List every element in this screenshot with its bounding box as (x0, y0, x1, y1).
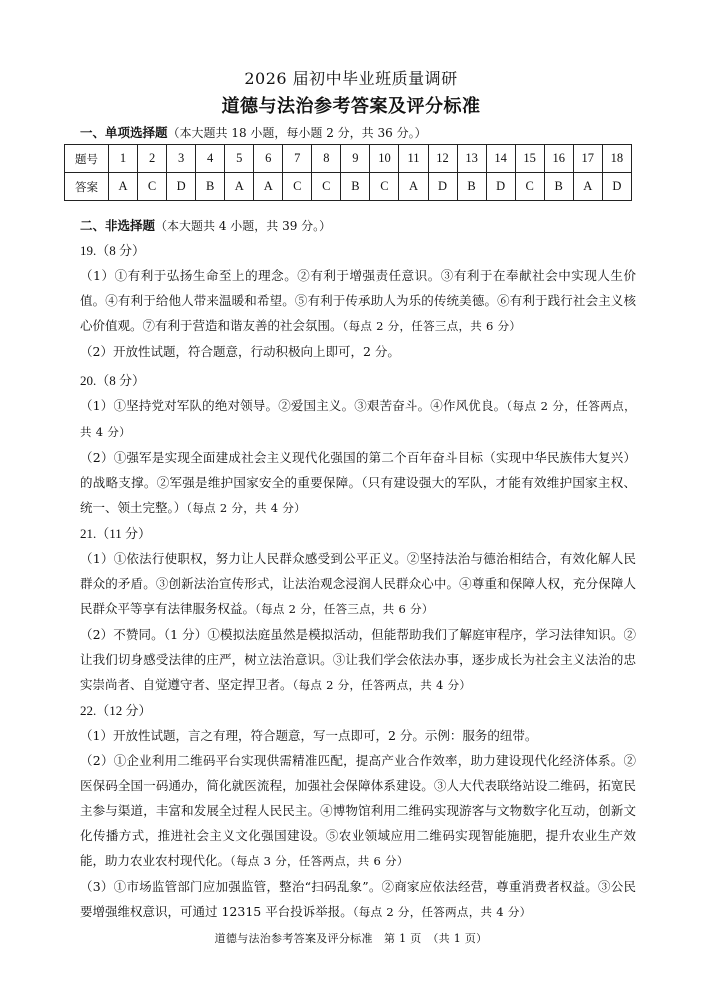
question-22-part3 (80, 874, 636, 925)
table-cell: A (573, 173, 602, 201)
question-19 (80, 238, 636, 364)
question-19-part1 (80, 263, 636, 339)
question-20-part2-text: （2）①强军是实现全面建成社会主义现代化强国的第二个百年奋斗目标（实现中华民族伟大复兴）的战略支撑。②军强是维护国家安全的重要保障。（只有建设强大的军队，才能有效维护国家主权、统一、领土完整。） (80, 450, 636, 515)
question-21-part2-score: （每点 2 分，任答两点，共 4 分） (292, 678, 472, 692)
table-cell: A (225, 173, 254, 201)
section2-heading-label: 二、非选择题 (80, 218, 156, 233)
question-21-part1-score: （每点 2 分，任答三点，共 6 分） (255, 602, 434, 616)
section1-heading-label: 一、单项选择题 (80, 125, 168, 140)
question-22-part3-score: （每点 2 分，任答两点，共 4 分） (352, 905, 532, 919)
section2-heading-note: （本大题共 4 小题，共 39 分。） (155, 219, 332, 233)
section1-heading-note: （本大题共 18 小题，每小题 2 分，共 36 分。） (167, 126, 427, 140)
row-label-answer: 答案 (65, 173, 109, 201)
table-cell: B (544, 173, 573, 201)
table-cell: 16 (544, 145, 573, 173)
table-cell: D (602, 173, 631, 201)
question-21-title: 21.（11 分） (80, 526, 152, 541)
table-cell: A (109, 173, 138, 201)
table-cell: 17 (573, 145, 602, 173)
table-cell: C (138, 173, 167, 201)
table-cell: D (167, 173, 196, 201)
table-cell: 4 (196, 145, 225, 173)
table-cell: 3 (167, 145, 196, 173)
question-19-title: 19.（8 分） (80, 243, 146, 258)
table-cell: C (370, 173, 399, 201)
question-20 (80, 368, 636, 521)
question-21-part2 (80, 622, 636, 698)
table-cell: 5 (225, 145, 254, 173)
question-20-part1 (80, 393, 636, 445)
table-cell: 15 (515, 145, 544, 173)
section1-heading (80, 125, 427, 141)
table-cell: D (428, 173, 457, 201)
table-cell: 8 (312, 145, 341, 173)
question-21-part1-text: （1）①依法行使职权，努力让人民群众感受到公平正义。②坚持法治与德治相结合，有效化解人民群众的矛盾。③创新法治宣传形式，让法治观念浸润人民群众心中。④尊重和保障人权，充分保障人民群众平等享有法律服务权益。 (80, 551, 636, 616)
table-cell: 11 (399, 145, 428, 173)
question-22-part2 (80, 748, 636, 874)
question-20-part2 (80, 445, 636, 521)
table-cell: 13 (457, 145, 486, 173)
table-cell: 10 (370, 145, 399, 173)
table-row-answers (65, 173, 632, 201)
question-22 (80, 698, 636, 925)
question-20-part1-text: （1）①坚持党对军队的绝对领导。②爱国主义。③艰苦奋斗。④作风优良。 (80, 398, 507, 413)
question-22-part3-text: （3）①市场监管部门应加强监管，整治“扫码乱象”。②商家应依法经营，尊重消费者权益。③公民要增强维权意识，可通过 12315 平台投诉举报。 (80, 879, 636, 919)
question-20-title: 20.（8 分） (80, 373, 146, 388)
question-22-part1: （1）开放性试题，言之有理，符合题意，写一点即可，2 分。示例：服务的纽带。 (80, 728, 538, 743)
exam-title: 2026 届初中毕业班质量调研 (244, 69, 458, 88)
table-cell: D (486, 173, 515, 201)
table-cell: C (515, 173, 544, 201)
question-21-part1 (80, 546, 636, 622)
row-label-number: 题号 (65, 145, 109, 173)
table-cell: 2 (138, 145, 167, 173)
table-cell: 7 (283, 145, 312, 173)
table-cell: A (254, 173, 283, 201)
question-21 (80, 521, 636, 698)
table-cell: C (283, 173, 312, 201)
table-cell: 9 (341, 145, 370, 173)
question-19-part1-text: （1）①有利于弘扬生命至上的理念。②有利于增强责任意识。③有利于在奉献社会中实现人生价值。④有利于给他人带来温暖和希望。⑤有利于传承助人为乐的传统美德。⑥有利于践行社会主义核心价值观。⑦有利于营造和谐友善的社会氛围。 (80, 268, 636, 333)
answer-table (64, 144, 632, 201)
page-footer: 道德与法治参考答案及评分标准 第 1 页 （共 1 页） (214, 932, 488, 945)
question-21-part2-text: （2）不赞同。（1 分）①模拟法庭虽然是模拟活动，但能帮助我们了解庭审程序，学习法律知识。②让我们切身感受法律的庄严，树立法治意识。③让我们学会依法办事，逐步成长为社会主义法治的忠实崇尚者、自觉遵守者、坚定捍卫者。 (80, 627, 636, 692)
table-cell: A (399, 173, 428, 201)
section2-heading (80, 218, 331, 234)
table-cell: 12 (428, 145, 457, 173)
table-cell: 6 (254, 145, 283, 173)
table-cell: C (312, 173, 341, 201)
question-20-part2-score: （每点 2 分，共 4 分） (186, 501, 306, 515)
table-cell: 18 (602, 145, 631, 173)
question-19-part2: （2）开放性试题，符合题意，行动积极向上即可，2 分。 (80, 344, 400, 359)
table-cell: B (457, 173, 486, 201)
document-title: 道德与法治参考答案及评分标准 (221, 96, 481, 117)
table-cell: B (196, 173, 225, 201)
question-20-part1-score: （每点 2 分，任答两点，共 4 分） (80, 399, 636, 439)
question-22-part2-text: （2）①企业利用二维码平台实现供需精准匹配，提高产业合作效率，助力建设现代化经济体系。②医保码全国一码通办，简化就医流程，加强社会保障体系建设。③人大代表联络站设二维码，拓宽民主参与渠道，丰富和发展全过程人民民主。④博物馆利用二维码实现游客与文物数字化互动，创新文化传播方式，推进社会主义文化强国建设。⑤农业领域应用二维码实现智能施肥，提升农业生产效能，助力农业农村现代化。 (80, 753, 636, 868)
table-cell: B (341, 173, 370, 201)
question-22-title: 22.（12 分） (80, 703, 152, 718)
table-cell: 1 (109, 145, 138, 173)
table-row-numbers (65, 145, 632, 173)
table-cell: 14 (486, 145, 515, 173)
question-19-part1-score: （每点 2 分，任答三点，共 6 分） (342, 319, 522, 333)
question-22-part2-score: （每点 3 分，任答两点，共 6 分） (230, 854, 409, 868)
